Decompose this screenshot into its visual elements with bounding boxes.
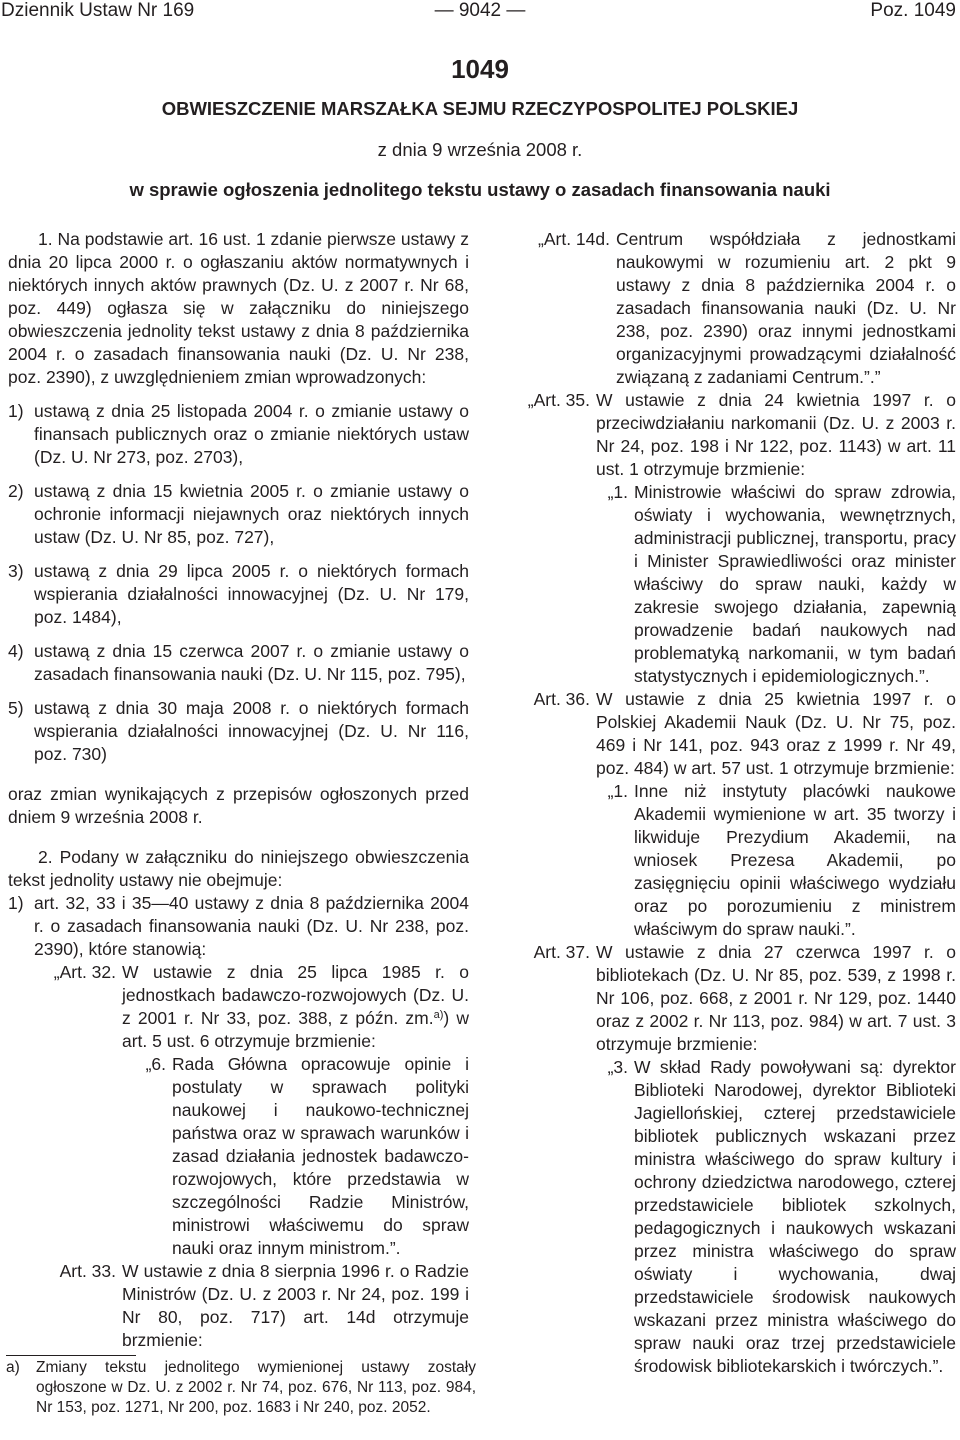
- article-35-quote-text: Ministrowie właściwi do spraw zdrowia, oświaty i wychowania, wewnętrznych, administracji publicznej, transportu, pracy i Minister Sprawiedliwości oraz minister właściwy do spraw nauki, każdy w zakresie swojego działania, zapewnią prowadzenie badań naukowych nad problematyką narkomanii, w tym badań statystycznych i epidemiologicznych.”.: [634, 482, 956, 686]
- page-number: — 9042 —: [434, 0, 526, 21]
- footnote-mark: a): [6, 1359, 20, 1376]
- amendment-text: ustawą z dnia 15 czerwca 2007 r. o zmianie ustawy o zasadach finansowania nauki (Dz. U. Nr 115, poz. 795),: [34, 641, 469, 684]
- article-37: [522, 941, 956, 1056]
- act-subject: w sprawie ogłoszenia jednolitego tekstu ustawy o zasadach finansowania nauki: [129, 179, 831, 200]
- amendment-number: 4): [8, 641, 24, 661]
- article-14d-label: „Art. 14d.: [538, 229, 610, 249]
- excluded-number: 1): [8, 893, 24, 913]
- amendment-text: ustawą z dnia 30 maja 2008 r. o niektórych formach wspierania działalności innowacyjnej (Dz. U. Nr 116, poz. 730): [34, 698, 469, 764]
- act-number: 1049: [451, 54, 509, 84]
- amendment-item: [8, 640, 469, 686]
- amendment-text: ustawą z dnia 29 lipca 2005 r. o niektórych formach wspierania działalności innowacyjnej (Dz. U. Nr 179, poz. 1484),: [34, 561, 469, 627]
- article-35: [522, 389, 956, 481]
- amendments-tail: oraz zmian wynikających z przepisów ogłoszonych przed dniem 9 września 2008 r.: [8, 784, 469, 827]
- footnote-item: [6, 1358, 476, 1418]
- amendment-item: [8, 400, 469, 469]
- article-33: [8, 1260, 469, 1352]
- article-36: [522, 688, 956, 780]
- article-36-label: Art. 36.: [533, 689, 590, 709]
- right-column: [522, 228, 956, 1378]
- article-36-quote: [522, 780, 956, 941]
- article-32-text: [116, 961, 469, 1053]
- footnote-text: Zmiany tekstu jednolitego wymienionej ustawy zostały ogłoszone w Dz. U. z 2002 r. Nr 74, poz. 676, Nr 113, poz. 984, Nr 153, poz. 1271, Nr 200, poz. 1683 i Nr 240, poz. 2052.: [36, 1359, 476, 1416]
- article-32-text-a: W ustawie z dnia 25 lipca 1985 r. o jednostkach badawczo-rozwojowych (Dz. U. z 2001 r. Nr 33, poz. 388, z późn. zm.: [122, 962, 469, 1028]
- excluded-item: [8, 892, 469, 961]
- amendment-number: 3): [8, 561, 24, 581]
- article-14d: [522, 228, 956, 389]
- footnote-reference: a): [433, 1009, 444, 1021]
- act-date: z dnia 9 września 2008 r.: [377, 139, 583, 160]
- article-37-text: W ustawie z dnia 27 czerwca 1997 r. o bibliotekach (Dz. U. Nr 85, poz. 539, z 1998 r. Nr 106, poz. 668, z 2001 r. Nr 129, poz. 1440 oraz z 2002 r. Nr 113, poz. 984) w art. 7 ust. 3 otrzymuje brzmienie:: [596, 942, 956, 1054]
- journal-name: Dziennik Ustaw Nr 169: [1, 0, 195, 21]
- amendment-text: ustawą z dnia 25 listopada 2004 r. o zmianie ustawy o finansach publicznych oraz o zmianie niektórych ustaw (Dz. U. Nr 273, poz. 2703),: [34, 401, 469, 467]
- article-36-quote-text: Inne niż instytuty placówki naukowe Akademii wymienione w art. 35 tworzy i likwiduje Prezydium Akademii, na wniosek Prezesa Akademii, po zasięgnięciu opinii właściwego wydziału oraz po porozumieniu z ministrem właściwym do spraw nauki.”.: [634, 781, 956, 939]
- amendment-number: 2): [8, 481, 24, 501]
- point-2: 2. Podany w załączniku do niniejszego obwieszczenia tekst jednolity ustawy nie obejmuje:: [8, 847, 469, 890]
- running-header: [0, 0, 960, 24]
- item-position: Poz. 1049: [870, 0, 956, 21]
- article-35-text: W ustawie z dnia 24 kwietnia 1997 r. o przeciwdziałaniu narkomanii (Dz. U. z 2003 r. Nr 24, poz. 198 i Nr 122, poz. 1143) w art. 11 ust. 1 otrzymuje brzmienie:: [596, 390, 956, 479]
- amendment-number: 1): [8, 401, 24, 421]
- article-32-quote-text: Rada Główna opracowuje opinie i postulaty w sprawach polityki naukowej i naukowo-technicznej państwa oraz w sprawach warunków i zasad działania jednostek badawczo-rozwojowych, które przedstawia w szczególności Radzie Ministrów, ministrowi właściwemu do spraw nauki oraz innym ministrom.”.: [172, 1054, 469, 1258]
- footnote-rule: [6, 1355, 136, 1356]
- article-32-label: „Art. 32.: [53, 962, 116, 982]
- amendment-item: [8, 480, 469, 549]
- article-37-quote-label: „3.: [607, 1057, 628, 1077]
- intro-paragraph: 1. Na podstawie art. 16 ust. 1 zdanie pierwsze ustawy z dnia 20 lipca 2000 r. o ogłaszaniu aktów normatywnych i niektórych innych aktów prawnych (Dz. U. z 2007 r. Nr 68, poz. 449) ogłasza się w załączniku do niniejszego obwieszczenia jednolity tekst ustawy z dnia 8 października 2004 r. o zasadach finansowania nauki (Dz. U. Nr 238, poz. 2390), z uwzględnieniem zmian wprowadzonych:: [8, 229, 469, 387]
- amendment-number: 5): [8, 698, 24, 718]
- amendment-item: [8, 697, 469, 766]
- act-title: OBWIESZCZENIE MARSZAŁKA SEJMU RZECZYPOSPOLITEJ POLSKIEJ: [161, 98, 799, 119]
- article-32-quote: [8, 1053, 469, 1260]
- article-32-text-b: ) w art. 5 ust. 6 otrzymuje brzmienie:: [122, 1008, 470, 1051]
- amendment-text: ustawą z dnia 15 kwietnia 2005 r. o zmianie ustawy o ochronie informacji niejawnych oraz niektórych innych ustaw (Dz. U. Nr 85, poz. 727),: [34, 481, 469, 547]
- amendments-list: [8, 400, 469, 766]
- article-32: [8, 961, 469, 1053]
- excluded-text: art. 32, 33 i 35—40 ustawy z dnia 8 października 2004 r. o zasadach finansowania nauki (Dz. U. Nr 238, poz. 2390), które stanowią:: [34, 893, 469, 959]
- left-column: [8, 228, 469, 1352]
- article-35-label: „Art. 35.: [527, 390, 590, 410]
- article-36-quote-label: „1.: [607, 781, 628, 801]
- article-37-quote-text: W skład Rady powoływani są: dyrektor Biblioteki Narodowej, dyrektor Biblioteki Jagiellońskiej, czterej przedstawiciele bibliotek publicznych wskazani przez ministra właściwego do spraw kultury i ochrony dziedzictwa narodowego, czterej przedstawiciele bibliotek szkolnych, pedagogicznych i naukowych wskazani przez ministra właściwego do spraw oświaty i wychowania, dwaj przedstawiciele środowisk naukowych wskazani przez ministra właściwego do spraw nauki oraz trzej przedstawiciele środowisk bibliotekarskich i twórczych.”.: [634, 1057, 956, 1376]
- article-14d-text: Centrum współdziała z jednostkami naukowymi w rozumieniu art. 2 pkt 9 ustawy z dnia 8 października 2004 r. o zasadach finansowania nauki (Dz. U. Nr 238, poz. 2390) oraz innymi jednostkami organizacyjnymi prowadzącymi działalność związaną z zadaniami Centrum.”.”: [616, 229, 956, 387]
- article-37-quote: [522, 1056, 956, 1378]
- article-33-text: W ustawie z dnia 8 sierpnia 1996 r. o Radzie Ministrów (Dz. U. z 2003 r. Nr 24, poz. 199 i Nr 80, poz. 717) art. 14d otrzymuje brzmienie:: [122, 1261, 469, 1350]
- footnote: [6, 1358, 476, 1418]
- article-37-label: Art. 37.: [533, 942, 590, 962]
- article-35-quote-label: „1.: [607, 482, 628, 502]
- article-36-text: W ustawie z dnia 25 kwietnia 1997 r. o Polskiej Akademii Nauk (Dz. U. Nr 75, poz. 469 i Nr 141, poz. 943 oraz z 1999 r. Nr 49, poz. 484) w art. 57 ust. 1 otrzymuje brzmienie:: [596, 689, 956, 778]
- article-33-label: Art. 33.: [59, 1261, 116, 1281]
- amendment-item: [8, 560, 469, 629]
- article-35-quote: [522, 481, 956, 688]
- article-32-quote-label: „6.: [145, 1054, 166, 1074]
